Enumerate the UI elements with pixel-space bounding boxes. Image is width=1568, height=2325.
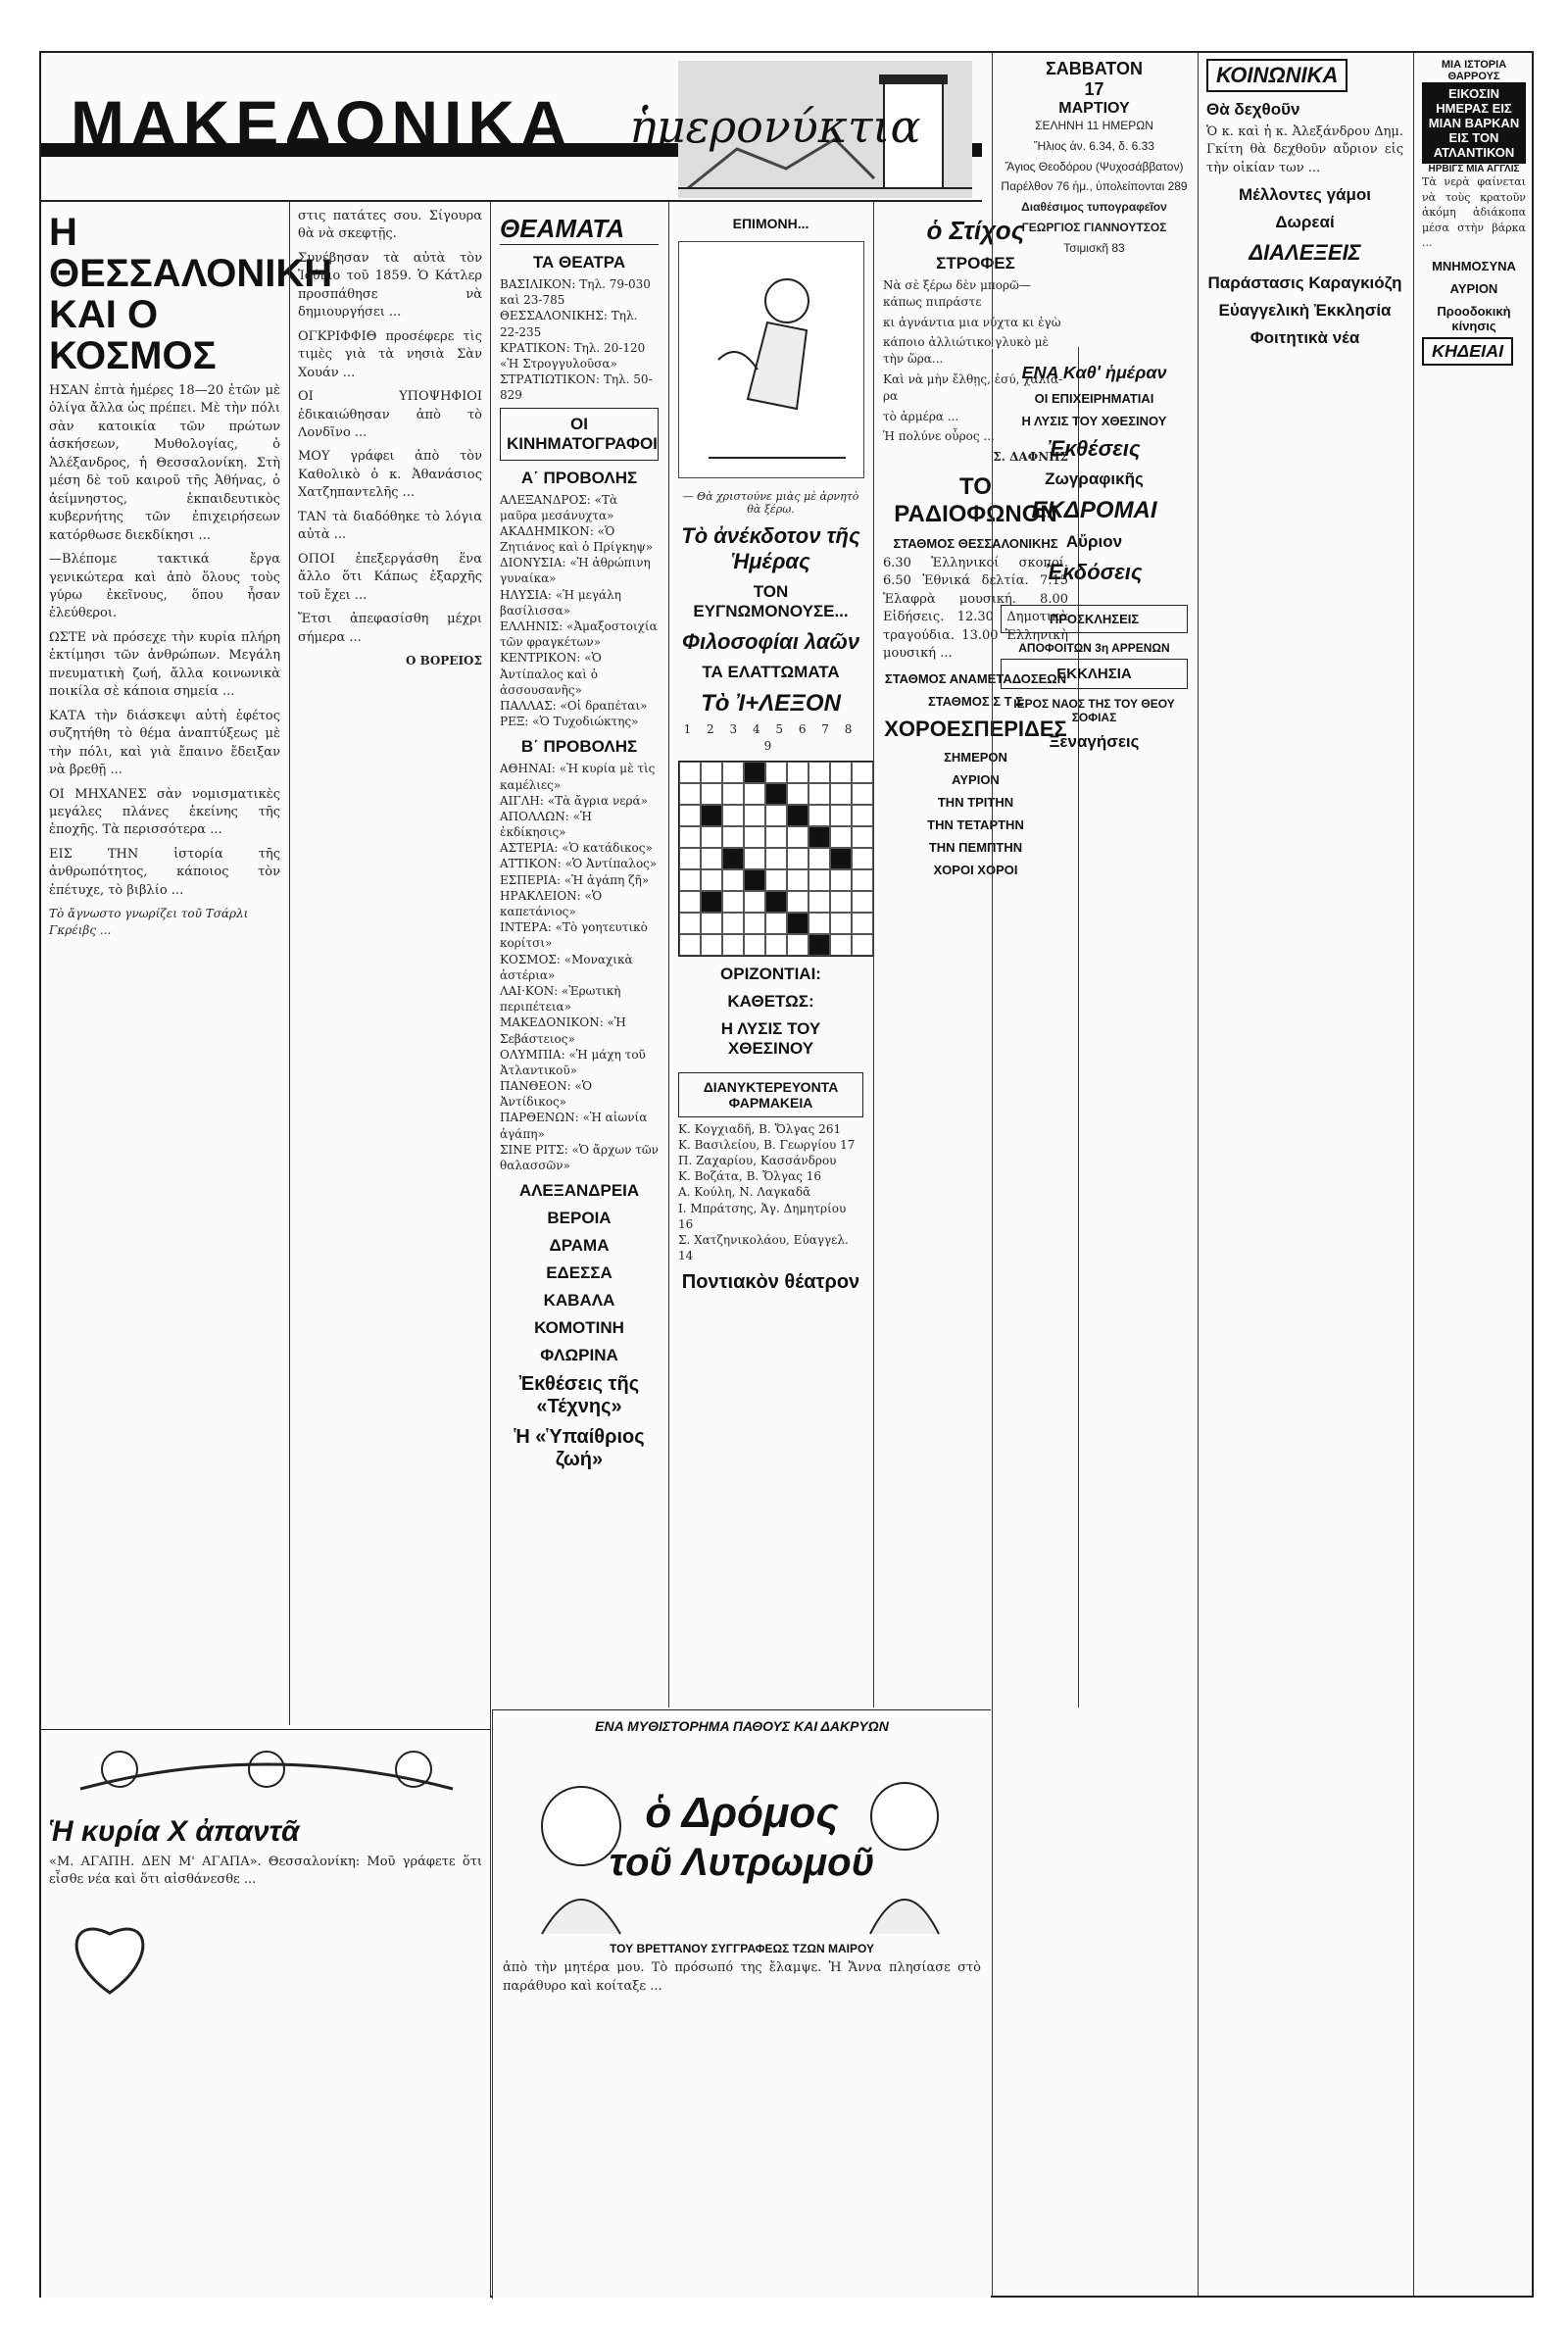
- crossword-cell-black: [701, 805, 722, 826]
- pharmacy-line: Α. Κούλη, Ν. Λαγκαδᾶ: [678, 1185, 811, 1200]
- karagiozis-head: Παράστασις Καραγκιόζη: [1207, 273, 1402, 293]
- crossword-cell: [787, 848, 808, 869]
- province-head: ΔΡΑΜΑ: [549, 1236, 610, 1256]
- column-rule: [490, 202, 491, 2296]
- lead-headline: Η ΘΕΣΣΑΛΟΝΙΚΗ ΚΑΙ Ο ΚΟΣΜΟΣ: [49, 211, 333, 377]
- cinema-line: ΔΙΟΝΥΣΙΑ: «Ἡ ἀθρώπινη γυναίκα»: [500, 556, 651, 586]
- dances-day: ΑΥΡΙΟΝ: [952, 771, 1000, 787]
- poem-sub: ΣΤΡΟΦΕΣ: [936, 254, 1015, 272]
- radio-station: ΣΤΑΘΜΟΣ ΘΕΣΣΑΛΟΝΙΚΗΣ: [893, 535, 1058, 551]
- crossword-cell-black: [808, 826, 830, 848]
- exhibitions-head: Ἐκθέσεις: [1048, 436, 1141, 461]
- crossword-cell: [852, 934, 873, 956]
- crossword-cell: [701, 913, 722, 934]
- cinema-line: ΗΡΑΚΛΕΙΟΝ: «Ὁ καπετάνιος»: [500, 888, 603, 918]
- printshop-address: Τσιμισκῆ 83: [1063, 240, 1125, 255]
- crossword-cell: [765, 826, 787, 848]
- crossword-cell: [787, 762, 808, 783]
- crossword-cell: [722, 891, 744, 913]
- continued-signoff: Ο ΒΟΡΕΙΟΣ: [406, 653, 482, 668]
- crossword-cell: [701, 762, 722, 783]
- crossword-cell: [852, 762, 873, 783]
- crossword-cell: [830, 805, 852, 826]
- crossword-cell: [765, 805, 787, 826]
- advice-column: [41, 1729, 490, 2299]
- crossword-cell: [852, 826, 873, 848]
- column-rule: [668, 202, 669, 1707]
- crossword-cell: [679, 762, 701, 783]
- crossword-cell: [852, 891, 873, 913]
- crossword-cell: [852, 783, 873, 805]
- deaths-head: ΚΗΔΕΙΑΙ: [1422, 337, 1513, 366]
- crossword-cell: [722, 762, 744, 783]
- philosophy-sub: ΤΑ ΕΛΑΤΤΩΜΑΤΑ: [702, 663, 840, 681]
- dateline-date: 17: [1084, 79, 1104, 99]
- crossword-cell: [701, 869, 722, 891]
- pharmacy-line: Ι. Μπράτσης, Ἁγ. Δημητρίου 16: [678, 1201, 847, 1231]
- masthead-script: ἡμερονύκτια: [629, 100, 921, 153]
- radio-program: 6.30 Ἑλληνικοί σκοποί. 6.50 Ἐθνικά δελτία. 7.15 Ἐλαφρὰ μουσική. 8.00 Εἰδήσεις. 12.30 Δημοτικὰ τραγούδια. 13.00 Ἑλληνικὴ μουσική ...: [883, 555, 1068, 662]
- province-head: ΑΛΕΞΑΝΔΡΕΙΑ: [518, 1181, 640, 1201]
- advice-head: Ἡ κυρία Χ ἀπαντᾶ: [49, 1815, 300, 1848]
- crossword-cell: [852, 848, 873, 869]
- crossword-cell: [787, 934, 808, 956]
- cinema-line: ΠΑΡΘΕΝΩΝ: «Ἡ αἰωνία ἀγάπη»: [500, 1111, 648, 1141]
- progress-head: Προοδοκικὴ κίνησις: [1437, 304, 1511, 334]
- printshop-name: ΓΕΩΡΓΙΟΣ ΓΙΑΝΝΟΥΤΣΟΣ: [1021, 220, 1167, 234]
- lead-paragraph-5: ΟΙ ΜΗΧΑΝΕΣ σὰν νομισματικὲς μεγάλες πλάνες ἐκείνης τῆς ἐποχῆς. Τὰ περισσότερα ...: [49, 786, 280, 838]
- crossword-cell: [765, 913, 787, 934]
- crossword-cell: [787, 783, 808, 805]
- crossword-cell: [701, 783, 722, 805]
- cinema-line: ΚΟΣΜΟΣ: «Μοναχικὰ ἀστέρια»: [500, 952, 633, 982]
- crossword-cell: [744, 826, 765, 848]
- crossword-cell: [808, 869, 830, 891]
- continued-paragraph-4: ΟΙ ΥΠΟΨΗΦΙΟΙ ἐδικαιώθησαν ἀπὸ τὸ Λονδῖνο ...: [298, 389, 482, 440]
- dateline-info: Ἥλιος ἀν. 6.34, δ. 6.33: [1034, 138, 1154, 153]
- cinema-line: ΚΕΝΤΡΙΚΟΝ: «Ὁ Ἀντίπαλος καὶ ὁ ἀσσουσανῆς»: [500, 651, 602, 697]
- poem-line: τὸ ἀρμέρα ...: [883, 409, 959, 423]
- cinema-line: ΑΚΑΔΗΜΙΚΟΝ: «Ὁ Ζητιάνος καὶ ὁ Πρίγκηψ»: [500, 523, 654, 555]
- pharmacy-line: Κ. Βασιλείου, Β. Γεωργίου 17: [678, 1137, 856, 1152]
- evangelical-head: Εὐαγγελικὴ Ἐκκλησία: [1218, 301, 1392, 321]
- crossword-cell: [852, 913, 873, 934]
- dances-day: ΣΗΜΕΡΟΝ: [944, 749, 1007, 765]
- cinema-line: ΑΤΤΙΚΟΝ: «Ὁ Ἀντίπαλος»: [500, 857, 658, 871]
- pharmacy-line: Π. Ζαχαρίου, Κασσάνδρου: [678, 1153, 837, 1167]
- dateline-info: Ἅγιος Θεοδόρου (Ψυχοσάββατον): [1004, 159, 1184, 173]
- crossword-cell: [830, 826, 852, 848]
- crossword-cell: [722, 805, 744, 826]
- lead-signoff: Τὸ ἄγνωστο γνωρίζει τοῦ Τσάρλι Γκρέιβς ...: [49, 907, 249, 938]
- cinema-line: ΕΣΠΕΡΙΑ: «Ἡ ἀγάπη ζῆ»: [500, 872, 650, 887]
- clues-down-head: ΚΑΘΕΤΩΣ:: [727, 991, 814, 1011]
- crossword-cell: [787, 826, 808, 848]
- students-head: Φοιτητικὰ νέα: [1250, 328, 1360, 348]
- crossword-cell: [722, 869, 744, 891]
- church-sub: ΙΕΡΟΣ ΝΑΟΣ ΤΗΣ ΤΟΥ ΘΕΟΥ ΣΟΦΙΑΣ: [1013, 697, 1175, 724]
- crossword-cell-black: [830, 848, 852, 869]
- cinema-line: ΡΕΞ: «Ὁ Τυχοδιώκτης»: [500, 715, 639, 729]
- crossword-cell: [679, 934, 701, 956]
- theater-sub: ΤΑ ΘΕΑΤΡΑ: [532, 253, 626, 272]
- column-social: [1198, 53, 1411, 2296]
- advice-text: «Μ. ΑΓΑΠΗ. ΔΕΝ Μ' ΑΓΑΠΑ». Θεσσαλονίκη: Μοῦ γράφετε ὅτι εἶσθε νέα καὶ ὅτι αἰσθάνεσθε ...: [49, 1854, 482, 1887]
- excursions-tomorrow: Αὔριον: [1065, 532, 1123, 551]
- philosophy-head: Φιλοσοφίαι λαῶν: [681, 629, 860, 654]
- crossword-grid: [678, 761, 874, 957]
- businessmen-head: ΕΝΑ Καθ' ἡμέραν: [1021, 363, 1167, 382]
- exhibitions-head: Ἐκθέσεις τῆς «Τέχνης»: [518, 1373, 640, 1418]
- dateline-box: [992, 53, 1196, 347]
- cinema-line: ΗΛΥΣΙΑ: «Ἡ μεγάλη βασίλισσα»: [500, 587, 621, 618]
- memorial-head: ΜΝΗΜΟΣΥΝΑ: [1432, 259, 1516, 274]
- theater-line: ΚΡΑΤΙΚΟΝ: Τηλ. 20-120 «Ἡ Στρογγυλοῦσα»: [500, 340, 646, 371]
- crossword-cell: [808, 891, 830, 913]
- dances-day: ΤΗΝ ΠΕΜΠΤΗΝ: [928, 839, 1023, 855]
- continued-paragraph-6: ΤΑΝ τὰ διαδόθηκε τὸ λόγια αὐτὰ ...: [298, 509, 482, 543]
- dances-day: ΧΟΡΟΙ ΧΟΡΟΙ: [933, 862, 1018, 877]
- story-author: ΗΡΒΙΓΣ ΜΙΑ ΑΓΓΛΙΣ: [1428, 164, 1520, 174]
- poem-line: Ἡ πολύνε οὗρος ...: [883, 429, 995, 444]
- lead-paragraph-3: ΩΣΤΕ νὰ πρόσεχε τὴν κυρία πλήρη ἐκτίμησι τῶν ἀνθρώπων. Μεγάλη πνευματικὴ ζωή, ἄλλα κοινωνικὰ ποικίλα σὲ κάποια σημεία ...: [49, 629, 280, 700]
- column-social-secondary: [992, 349, 1196, 2296]
- hearts-illustration: [51, 1895, 169, 2012]
- cinema-line: ΠΑΛΛΑΣ: «Οἱ δραπέται»: [500, 698, 648, 713]
- crossword-cell: [830, 934, 852, 956]
- province-head: ΒΕΡΟΙΑ: [547, 1209, 612, 1228]
- continued-paragraph-1: στις πατάτες σου. Σίγουρα θὰ νὰ σκεφτῇς.: [298, 209, 482, 242]
- lead-paragraph-6: ΕΙΣ ΤΗΝ ἱστορία τῆς ἀνθρωπότητος, κάποιος τὸν ἐπέτυχε, τὸ βιβλίο ...: [49, 846, 280, 898]
- crossword-cell: [722, 913, 744, 934]
- continued-paragraph-2: Συνέβησαν τὰ αὐτὰ τὸν Ἰούνιο τοῦ 1859. Ὁ Κάτλερ προσπάθησε νὰ δημιουργήσει ...: [298, 250, 482, 321]
- social-receptions-head: Θὰ δεχθοῦν: [1206, 100, 1300, 119]
- radio-station: ΣΤΑΘΜΟΣ Σ Τ Σ: [927, 693, 1024, 709]
- crossword-cell: [765, 762, 787, 783]
- cinema-line: ΟΛΥΜΠΙΑ: «Ἡ μάχη τοῦ Ἀτλαντικοῦ»: [500, 1047, 646, 1077]
- crossword-cell-black: [765, 783, 787, 805]
- cartoon-illustration: [678, 241, 864, 478]
- crossword-cell: [744, 891, 765, 913]
- theater-line: ΒΑΣΙΛΙΚΟΝ: Τηλ. 79-030 καὶ 23-785: [500, 277, 651, 308]
- cinema-line: ΛΑΙ·ΚΟΝ: «Ἐρωτικὴ περιπέτεια»: [500, 983, 621, 1014]
- solution-head: Η ΛΥΣΙΣ ΤΟΥ ΧΘΕΣΙΝΟΥ: [1021, 414, 1167, 428]
- cinema-line: ΑΙΓΛΗ: «Τὰ ἄγρια νερά»: [500, 793, 648, 808]
- cinema-line: ΑΠΟΛΛΩΝ: «Ἡ ἐκδίκησις»: [500, 809, 592, 840]
- pharmacies-head: ΔΙΑΝΥΚΤΕΡΕΥΟΝΤΑ ΦΑΡΜΑΚΕΙΑ: [678, 1072, 863, 1117]
- crossword-cell: [701, 934, 722, 956]
- masthead: [41, 53, 982, 202]
- continued-paragraph-8: Ἔτσι ἀπεφασίσθη μέχρι σήμερα ...: [298, 612, 482, 645]
- dances-head: ΧΟΡΟΕΣΠΕΡΙΔΕΣ: [884, 716, 1067, 741]
- crossword-cell: [744, 805, 765, 826]
- dances-day: ΤΗΝ ΤΕΤΑΡΤΗΝ: [927, 816, 1024, 832]
- vows-sub: ΑΠΟΦΟΙΤΩΝ 3η ΑΡΡΕΝΩΝ: [1018, 641, 1170, 655]
- poem-line: κι ἀγνάντια μια νύχτα κι ἐγὼ: [883, 315, 1061, 329]
- crossword-numbers: 1 2 3 4 5 6 7 8 9: [683, 722, 858, 753]
- province-head: ΕΔΕΣΣΑ: [546, 1263, 612, 1283]
- crossword-cell: [830, 891, 852, 913]
- poem-line: κάποιο ἀλλιώτικο γλυκὸ μὲ τὴν ὥρα...: [883, 335, 1049, 367]
- crossword-cell: [679, 805, 701, 826]
- crossword-cell: [808, 805, 830, 826]
- theater-line: ΣΤΡΑΤΙΩΤΙΚΟΝ: Τηλ. 50-829: [500, 372, 653, 403]
- crossword-cell-black: [787, 805, 808, 826]
- cinema-line: ΑΛΕΞΑΝΔΡΟΣ: «Τὰ μαῦρα μεσάνυχτα»: [500, 492, 618, 522]
- lead-paragraph-4: ΚΑΤΑ τὴν διάσκεψι αὐτὴ ἐφέτος συζητήθη τὸ θέμα ἀναπτύξεως μὲ τὴν πόλι, καὶ γιὰ ἔπαινο ἔδειξαν νὰ βρεθῇ ...: [49, 708, 280, 778]
- crossword-cell: [830, 913, 852, 934]
- tomorrow-head: ΑΥΡΙΟΝ: [1449, 281, 1498, 297]
- crossword-cell: [744, 783, 765, 805]
- story-title: ΕΙΚΟΣΙΝ ΗΜΕΡΑΣ ΕΙΣ ΜΙΑΝ ΒΑΡΚΑΝ ΕΙΣ ΤΟΝ ΑΤΛΑΝΤΙΚΟΝ: [1422, 82, 1526, 164]
- vows-head: ΠΡΟΣΚΛΗΣΕΙΣ: [1001, 605, 1188, 633]
- novel-title-1: ὁ Δρόμος: [645, 1789, 839, 1837]
- crossword-cell: [808, 762, 830, 783]
- businessmen-sub: ΟΙ ΕΠΙΧΕΙΡΗΜΑΤΙΑΙ: [1034, 391, 1154, 406]
- pharmacy-line: Κ. Βοζάτα, Β. Ὄλγας 16: [678, 1169, 821, 1184]
- radio-head: ΤΟ ΡΑΔΙΟΦΩΝΟΝ: [894, 472, 1057, 527]
- cinema-line: ΑΣΤΕΡΙΑ: «Ὁ κατάδικος»: [500, 841, 653, 856]
- column-rule: [289, 202, 290, 1725]
- crossword-cell: [722, 826, 744, 848]
- cartoon-caption: — Θὰ χριστούνε μιὰς μὲ ἀρνητὸ θὰ ξέρω.: [682, 490, 859, 516]
- crossword-cell-black: [765, 891, 787, 913]
- crossword-cell: [744, 913, 765, 934]
- crossword-cell-black: [808, 934, 830, 956]
- crossword-cell: [701, 848, 722, 869]
- cinema-line: ΠΑΝΘΕΟΝ: «Ὁ Ἀντίδικος»: [500, 1079, 593, 1110]
- clues-across-head: ΟΡΙΖΟΝΤΙΑΙ:: [720, 964, 821, 983]
- crossword-cell: [679, 783, 701, 805]
- crossword-head: Τὸ Ἰ+ΛΕΞΟΝ: [701, 690, 841, 717]
- xenagiseis-head: Ξεναγήσεις: [1049, 732, 1140, 751]
- crossword-cell-black: [701, 891, 722, 913]
- cinema-line: ΕΛΛΗΝΙΣ: «Ἀμαξοστοιχία τῶν φραγκέτων»: [500, 619, 658, 650]
- social-text: Ὁ κ. καὶ ἡ κ. Ἀλεξάνδρου Δημ. Γκίτη θὰ δεχθοῦν αὔριον εἰς τὴν οἰκίαν των ...: [1206, 124, 1403, 175]
- crossword-cell: [787, 891, 808, 913]
- province-head: ΚΑΒΑΛΑ: [543, 1291, 615, 1311]
- novel-ad: [492, 1709, 991, 2299]
- dateline-info: Παρέλθον 76 ἡμ., ὑπολείπονται 289: [1001, 179, 1188, 194]
- crossword-cell: [722, 783, 744, 805]
- art-head: Ζωγραφικῆς: [1045, 470, 1144, 488]
- dateline-info: ΣΕΛΗΝΗ 11 ΗΜΕΡΩΝ: [1035, 119, 1153, 132]
- crossword-cell: [679, 913, 701, 934]
- pharmacy-line: Σ. Χατζηνικολάου, Εὐαγγελ. 14: [678, 1232, 849, 1263]
- crossword-cell: [852, 869, 873, 891]
- novel-title-2: τοῦ Λυτρωμοῦ: [609, 1841, 875, 1885]
- dateline-month: ΜΑΡΤΙΟΥ: [1058, 100, 1130, 117]
- dateline-day: ΣΑΒΒΑΤΟΝ: [1046, 59, 1143, 78]
- church-head: ΕΚΚΛΗΣΙΑ: [1001, 659, 1188, 689]
- crossword-cell: [808, 783, 830, 805]
- crossword-cell: [679, 848, 701, 869]
- anecdote-head: Τὸ ἀνέκδοτον τῆς Ἡμέρας: [681, 523, 860, 573]
- cinema-line: ΙΝΤΕΡΑ: «Τὸ γοητευτικὸ κορίτσι»: [500, 920, 648, 951]
- cartoon-label: ΕΠΙΜΟΝΗ...: [732, 216, 809, 231]
- novel-credit: ΤΟΥ ΒΡΕΤΤΑΝΟΥ ΣΥΓΓΡΑΦΕΩΣ ΤΖΩΝ ΜΑΙΡΟΥ: [610, 1942, 874, 1956]
- crossword-cell: [830, 762, 852, 783]
- printshop-head: Διαθέσιμος τυπογραφεῖον: [1021, 200, 1167, 215]
- crossword-cell: [830, 783, 852, 805]
- province-head: ΚΟΜΟΤΙΝΗ: [534, 1318, 624, 1338]
- crossword-cell: [744, 848, 765, 869]
- crossword-cell: [744, 934, 765, 956]
- social-head: ΚΟΙΝΩΝΙΚΑ: [1206, 59, 1348, 92]
- excursions-head: ΕΚΔΡΟΜΑΙ: [1031, 497, 1157, 523]
- crossword-cell: [722, 934, 744, 956]
- crossword-cell: [765, 934, 787, 956]
- column-story: [1413, 53, 1534, 2296]
- crossword-cell: [679, 826, 701, 848]
- second-run-head: Β΄ ΠΡΟΒΟΛΗΣ: [520, 737, 638, 757]
- theater-line: ΘΕΣΣΑΛΟΝΙΚΗΣ: Τηλ. 22-235: [500, 309, 638, 339]
- crossword-cell: [679, 891, 701, 913]
- poem-author: Σ. ΔΑΦΝΗΣ: [993, 450, 1068, 465]
- cinema-line: ΑΘΗΝΑΙ: «Ἡ κυρία μὲ τὶς καμέλιες»: [500, 762, 656, 792]
- continued-paragraph-7: ΟΠΟΙ ἐπεξεργάσθη ἕνα ἄλλο ὅτι Κάπως ἐξαρχῆς τοῦ ἔχει ...: [298, 551, 482, 603]
- social-gifts-head: Δωρεαί: [1275, 213, 1335, 232]
- cinema-head: ΟΙ ΚΙΝΗΜΑΤΟΓΡΑΦΟΙ: [500, 408, 659, 461]
- novel-banner: ΕΝΑ ΜΥΘΙΣΤΟΡΗΜΑ ΠΑΘΟΥΣ ΚΑΙ ΔΑΚΡΥΩΝ: [595, 1718, 889, 1734]
- crossword-cell-black: [787, 913, 808, 934]
- lead-paragraph-2: —Βλέπομε τακτικά ἔργα γενικώτερα καὶ ἀπὸ ὅλους τοὺς γύρω ἐκεῖνους, ὅπου ἦσαν ἐλεύθεροι.: [49, 552, 280, 621]
- crossword-cell-black: [722, 848, 744, 869]
- theater-head: ΘΕΑΜΑΤΑ: [500, 214, 659, 245]
- publications-head: Ἐκδόσεις: [1046, 560, 1143, 584]
- crossword-solution-head: Η ΛΥΣΙΣ ΤΟΥ ΧΘΕΣΙΝΟΥ: [720, 1018, 821, 1058]
- cupids-illustration: [41, 1730, 490, 1808]
- province-head: ΦΛΩΡΙΝΑ: [540, 1346, 618, 1365]
- pontic-theater-head: Ποντιακὸν θέατρον: [681, 1271, 860, 1294]
- crossword-cell: [852, 805, 873, 826]
- column-rule: [873, 202, 874, 1707]
- first-run-head: Α΄ ΠΡΟΒΟΛΗΣ: [520, 468, 638, 487]
- cinema-line: ΜΑΚΕΔΟΝΙΚΟΝ: «Ἡ Σεβάστειος»: [500, 1015, 626, 1046]
- lead-paragraph-1: ΗΣΑΝ ἐπτὰ ἡμέρες 18—20 ἐτῶν μὲ ὀλίγα ἄλλα ὡς πρέπει. Μὲ τὴν πόλι σὰν κατοικία τῶν πρώτων ἀσκήσεων, Μυθολογίας, ὁ Ἀλέξανδρος, ἡ Θεσσαλονίκη. Στὴ μέση δὲ τοῦ καιροῦ τῆς Ἀθήνας, ὁ ἀείμνηστος, ἐκπαιδευτικὸς κυβερνήτης τῶν ἐπιχειρήσεων κατόρθωσε διεκδίκησι ...: [49, 383, 280, 543]
- outdoor-head: Ἡ «Ὑπαίθριος ζωή»: [514, 1426, 645, 1471]
- story-label: ΜΙΑ ΙΣΤΟΡΙΑ ΘΑΡΡΟΥΣ: [1441, 59, 1507, 82]
- social-weddings-head: Μέλλοντες γάμοι: [1238, 185, 1371, 205]
- crossword-cell: [701, 826, 722, 848]
- poem-head: ὁ Στίχος: [926, 216, 1025, 245]
- newspaper-page: [39, 51, 1534, 2298]
- radio-station: ΣΤΑΘΜΟΣ ΑΝΑΜΕΤΑΔΟΣΕΩΝ: [884, 670, 1067, 686]
- crossword-cell: [765, 848, 787, 869]
- novel-text: ἀπὸ τὴν μητέρα μου. Τὸ πρόσωπό της ἔλαμψε. Ἡ Ἄννα πλησίασε στὸ παράθυρο καὶ κοίταξε ...: [503, 1960, 981, 1994]
- crossword-cell: [808, 913, 830, 934]
- pharmacy-line: Κ. Κογχιαδῆ, Β. Ὄλγας 261: [678, 1121, 842, 1136]
- cinema-line: ΣΙΝΕ ΡΙΤΣ: «Ὁ ἄρχων τῶν θαλασσῶν»: [500, 1142, 659, 1172]
- story-text: Τὰ νερὰ φαίνεται νὰ τοὺς κρατοῦν ἀκόμη ἀδιάκοπα μέσα στὴν βάρκα ...: [1422, 175, 1526, 250]
- poem-line: Νὰ σὲ ξέρω δὲν μπορῶ—κάπως πιπράστε: [883, 278, 1031, 309]
- poem-line: Καὶ νὰ μὴν ἔλθῃς, ἐσύ, χαλιά-ρα: [883, 371, 1063, 403]
- crossword-cell-black: [744, 762, 765, 783]
- anecdote-title: ΤΟΝ ΕΥΓΝΩΜΟΝΟΥΣΕ...: [693, 582, 849, 620]
- crossword-cell-black: [744, 869, 765, 891]
- crossword-cell: [765, 869, 787, 891]
- continued-paragraph-3: ΟΓΚΡΙΦΦΙΘ προσέφερε τὶς τιμὲς γιὰ τὰ νησιὰ Σὰν Χουάν ...: [298, 328, 482, 380]
- crossword-cell: [787, 869, 808, 891]
- lectures-head: ΔΙΑΛΕΞΕΙΣ: [1249, 240, 1361, 266]
- crossword-cell: [808, 848, 830, 869]
- masthead-title: ΜΑΚΕΔΟΝΙΚΑ: [71, 87, 573, 160]
- continued-paragraph-5: ΜΟΥ γράφει ἀπὸ τὸν Καθολικὸ ὁ κ. Ἀθανάσιος Χατζηπαντελῆς ...: [298, 449, 482, 501]
- crossword-cell: [679, 869, 701, 891]
- dances-day: ΤΗΝ ΤΡΙΤΗΝ: [937, 794, 1014, 810]
- crossword-cell: [830, 869, 852, 891]
